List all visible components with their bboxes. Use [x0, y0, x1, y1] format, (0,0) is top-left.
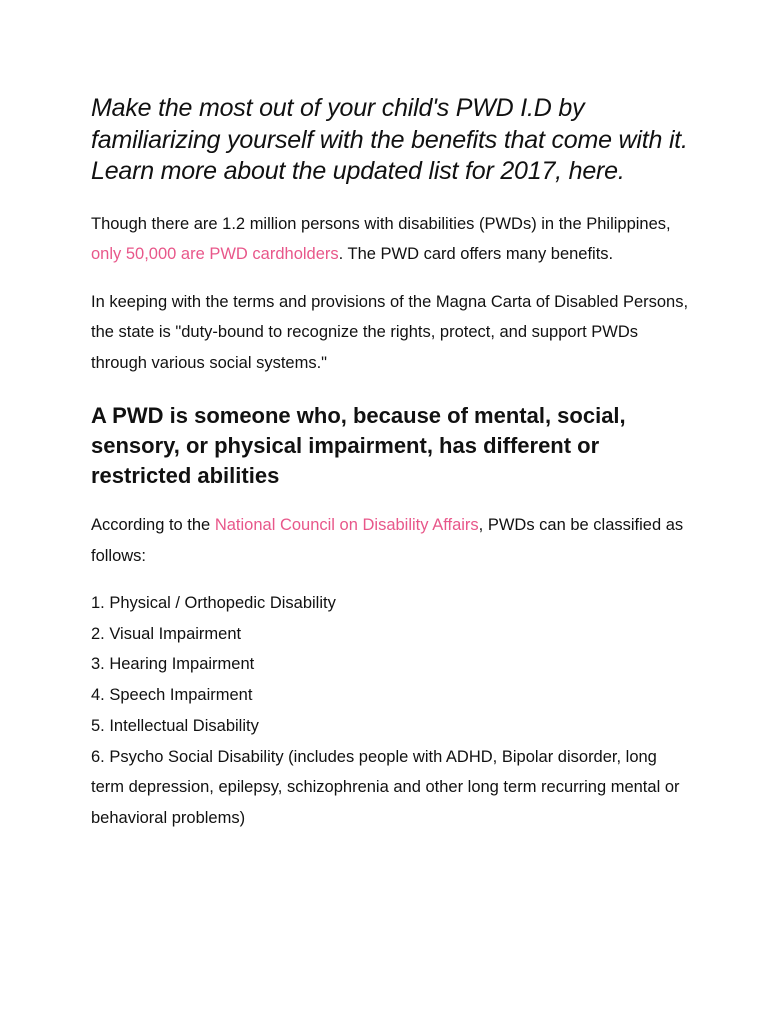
paragraph-magna-carta: In keeping with the terms and provisions of the Magna Carta of Disabled Persons, the state is "duty-bound to recognize the rights, protect, and support PWDs through various social systems." [91, 292, 689, 372]
ncda-link[interactable]: National Council on Disability Affairs [214, 516, 479, 534]
list-item: 4. Speech Impairment [91, 686, 253, 705]
paragraph-text: According to the [91, 516, 215, 534]
disability-classification-list [91, 588, 691, 834]
paragraph-ncda [91, 510, 691, 571]
cardholders-link[interactable]: only 50,000 are PWD cardholders [91, 245, 339, 263]
intro-text: Make the most out of your child's PWD I.D by familiarizing yourself with the benefits that come with it. Learn more about the updated list for 2017, here. [91, 94, 688, 185]
list-item: 6. Psycho Social Disability (includes people with ADHD, Bipolar disorder, long term depression, epilepsy, schizophrenia and other long term recurring mental or behavioral problems) [91, 747, 680, 827]
article-body [91, 93, 691, 834]
paragraph-text: Though there are 1.2 million persons with disabilities (PWDs) in the Philippines, [91, 214, 671, 233]
list-item: 1. Physical / Orthopedic Disability [91, 594, 336, 612]
paragraph-text: , PWDs can be classified as follows: [91, 516, 684, 565]
paragraph-pwd-statistics [91, 209, 691, 270]
list-item: 3. Hearing Impairment [91, 655, 255, 674]
list-item: 5. Intellectual Disability [91, 716, 259, 735]
list-item: 2. Visual Impairment [91, 624, 242, 643]
section-heading: A PWD is someone who, because of mental, social, sensory, or physical impairment, has different or restricted abilities [91, 403, 626, 488]
paragraph-text: . The PWD card offers many benefits. [338, 245, 614, 263]
